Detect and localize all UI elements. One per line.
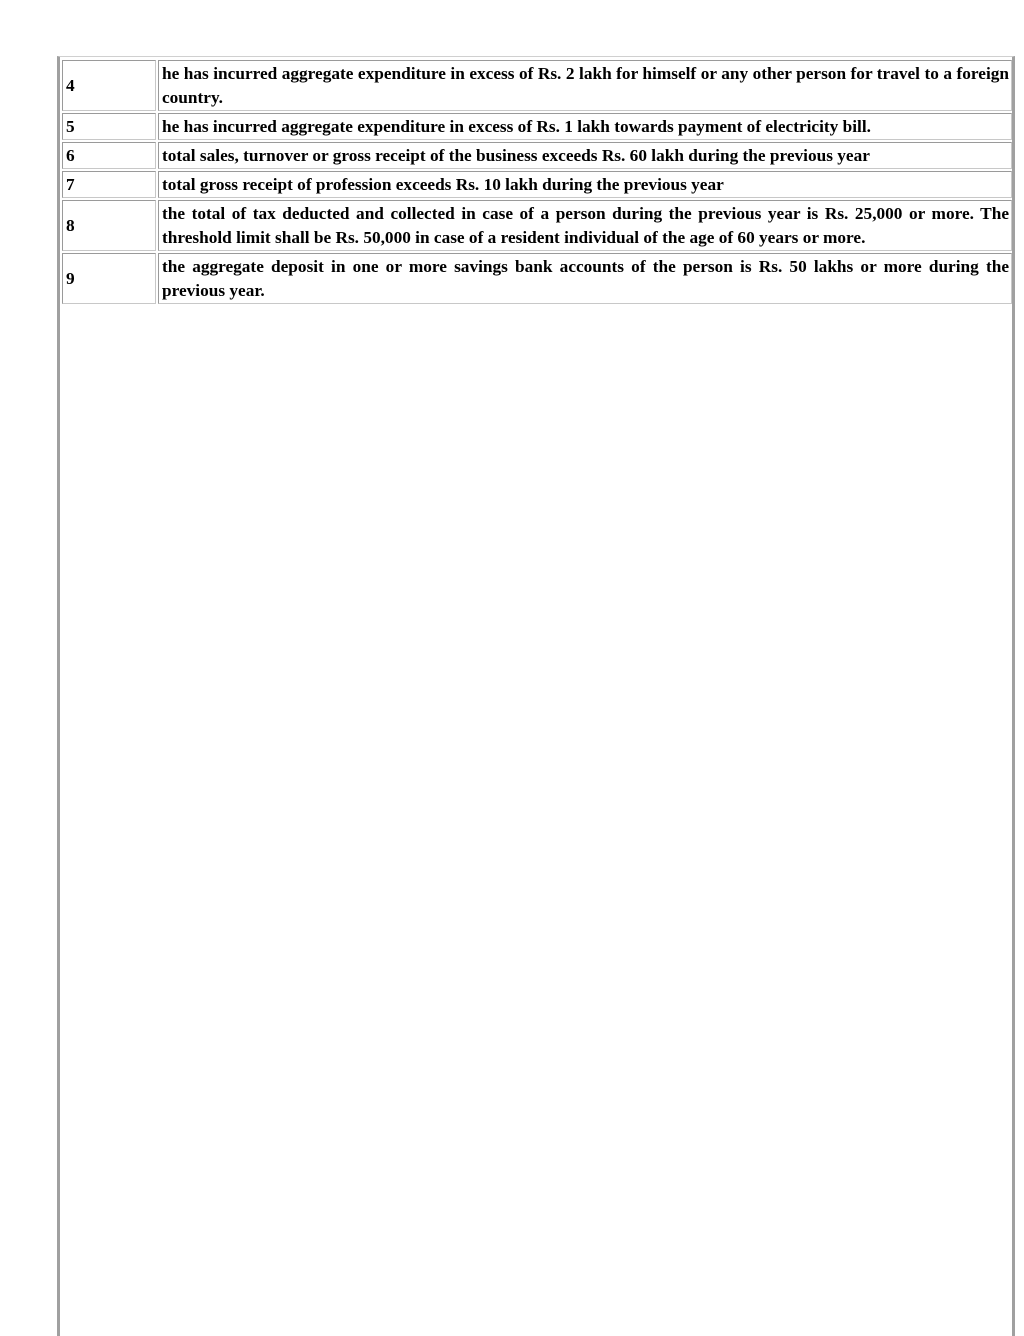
row-number: 5 [62,113,156,140]
table-row [62,171,1012,198]
row-condition-text: total gross receipt of profession exceeds Rs. 10 lakh during the previous year [158,171,1012,198]
table-row [62,60,1012,111]
row-number: 9 [62,253,156,304]
row-condition-text: the aggregate deposit in one or more savings bank accounts of the person is Rs. 50 lakhs or more during the previous year. [158,253,1012,304]
row-number: 4 [62,60,156,111]
row-condition-text: he has incurred aggregate expenditure in excess of Rs. 1 lakh towards payment of electricity bill. [158,113,1012,140]
table-row [62,200,1012,251]
row-number: 8 [62,200,156,251]
table-row [62,113,1012,140]
row-condition-text: total sales, turnover or gross receipt of the business exceeds Rs. 60 lakh during the previous year [158,142,1012,169]
table-row [62,253,1012,304]
table-row [62,142,1012,169]
row-condition-text: the total of tax deducted and collected in case of a person during the previous year is Rs. 25,000 or more. The threshold limit shall be Rs. 50,000 in case of a resident individual of the age of 60 years or more. [158,200,1012,251]
row-number: 7 [62,171,156,198]
row-condition-text: he has incurred aggregate expenditure in excess of Rs. 2 lakh for himself or any other person for travel to a foreign country. [158,60,1012,111]
conditions-table [60,58,1014,306]
row-number: 6 [62,142,156,169]
